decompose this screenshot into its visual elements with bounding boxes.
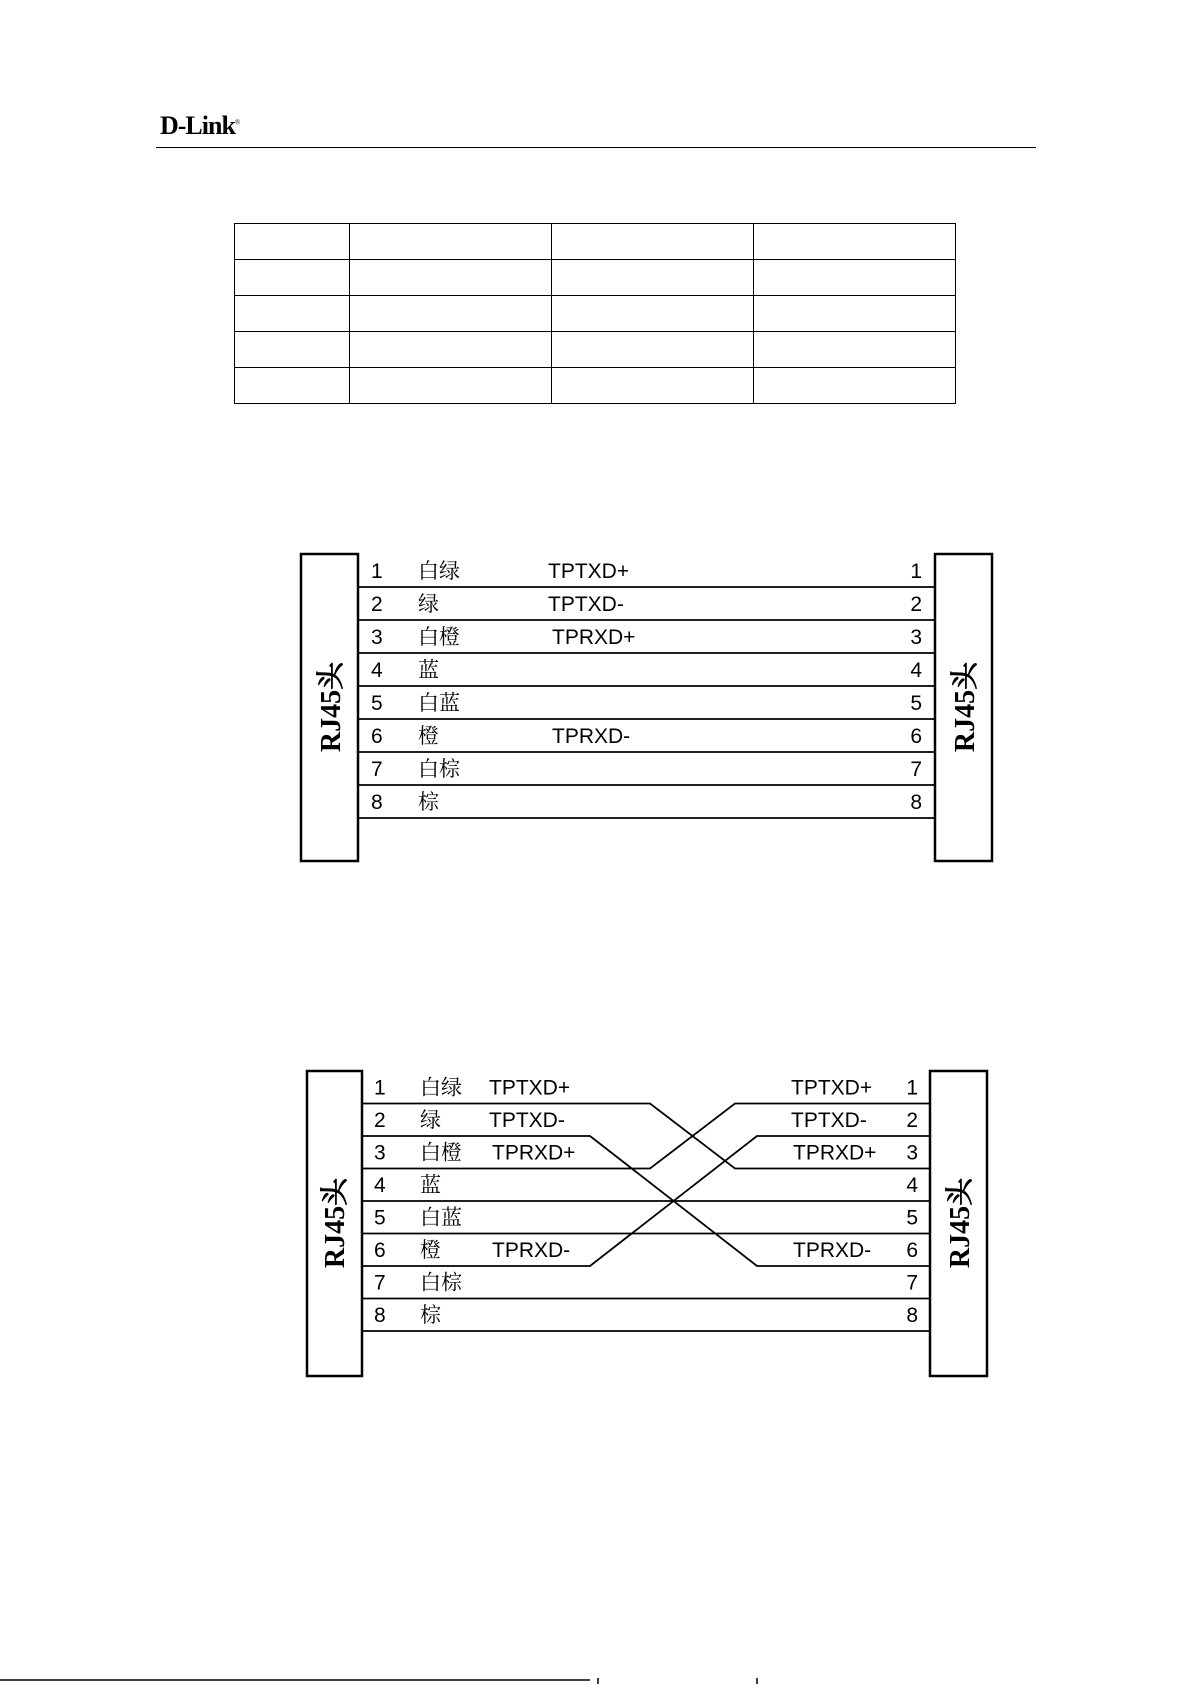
right-pin-number: 7 (906, 1271, 918, 1295)
left-signal-label: TPTXD- (489, 1109, 565, 1132)
left-pin-number: 7 (374, 1271, 386, 1295)
table-cell (552, 332, 754, 368)
wire-color-label: 白绿 (420, 1076, 462, 1100)
wire-color-label: 白绿 (418, 560, 460, 583)
right-pin-number: 1 (910, 560, 922, 583)
left-signal-label: TPRXD- (492, 1239, 571, 1262)
table-cell (552, 368, 754, 404)
table-cell (552, 260, 754, 296)
left-pin-number: 6 (374, 1239, 386, 1262)
right-pin-number: 5 (910, 692, 922, 715)
table-cell (552, 224, 754, 260)
left-connector-label: RJ45头 (316, 661, 347, 753)
wire-color-label: 蓝 (420, 1174, 441, 1197)
table-row (235, 224, 956, 260)
right-pin-number: 6 (906, 1239, 918, 1262)
table-row (235, 332, 956, 368)
right-pin-number: 6 (910, 725, 922, 748)
table-row (235, 368, 956, 404)
right-pin-number: 8 (910, 791, 922, 814)
table-cell (350, 296, 552, 332)
left-pin-number: 8 (374, 1304, 386, 1327)
crossover-cable-diagram (0, 1067, 1191, 1387)
logo-registered-mark: ® (234, 118, 241, 127)
wire-color-label: 蓝 (418, 659, 439, 682)
right-pin-number: 4 (906, 1174, 918, 1197)
header-rule (156, 147, 1036, 148)
wire-color-label: 绿 (418, 593, 439, 616)
right-pin-number: 8 (906, 1304, 918, 1327)
empty-table (234, 223, 956, 404)
right-pin-number: 7 (910, 758, 922, 781)
table-cell (754, 260, 956, 296)
left-signal-label: TPTXD+ (489, 1076, 571, 1100)
table-row (235, 296, 956, 332)
table-cell (754, 332, 956, 368)
signal-label: TPRXD+ (552, 626, 636, 649)
table-cell (754, 224, 956, 260)
logo-text: D-Link (160, 111, 235, 140)
table-cell (350, 368, 552, 404)
straight-cable-diagram (0, 548, 1191, 868)
wire-color-label: 白橙 (420, 1141, 462, 1165)
left-pin-number: 7 (371, 758, 383, 781)
right-pin-number: 2 (906, 1109, 918, 1132)
signal-label: TPTXD+ (548, 560, 630, 583)
right-pin-number: 1 (906, 1076, 918, 1100)
right-pin-number: 2 (910, 593, 922, 616)
left-pin-number: 1 (371, 560, 383, 583)
left-pin-number: 8 (371, 791, 383, 814)
wire-color-label: 白棕 (418, 758, 460, 781)
left-pin-number: 5 (374, 1206, 386, 1230)
right-pin-number: 5 (906, 1206, 918, 1230)
left-pin-number: 2 (374, 1109, 386, 1132)
table-cell (235, 224, 350, 260)
right-connector-label: RJ45头 (945, 1177, 976, 1269)
left-signal-label: TPRXD+ (492, 1141, 576, 1165)
wire-color-label: 棕 (418, 791, 439, 814)
left-connector-label: RJ45头 (320, 1177, 351, 1269)
wire-color-label: 白蓝 (418, 692, 460, 715)
dlink-logo (160, 113, 240, 139)
signal-label: TPTXD- (548, 593, 624, 616)
right-pin-number: 3 (910, 626, 922, 649)
table-cell (350, 332, 552, 368)
table-cell (235, 260, 350, 296)
table-cell (350, 224, 552, 260)
right-pin-number: 3 (906, 1141, 918, 1165)
table-cell (754, 368, 956, 404)
right-signal-label: TPTXD+ (791, 1076, 873, 1100)
wire-color-label: 白橙 (418, 626, 460, 649)
table-cell (235, 332, 350, 368)
left-pin-number: 3 (371, 626, 383, 649)
right-signal-label: TPTXD- (791, 1109, 867, 1132)
wire-color-label: 白蓝 (420, 1206, 462, 1230)
left-pin-number: 3 (374, 1141, 386, 1165)
wire-color-label: 棕 (420, 1304, 441, 1327)
wire-color-label: 白棕 (420, 1271, 462, 1295)
table-cell (235, 296, 350, 332)
table-cell (235, 368, 350, 404)
left-pin-number: 4 (371, 659, 383, 682)
table-cell (754, 296, 956, 332)
signal-label: TPRXD- (552, 725, 631, 748)
wire-color-label: 橙 (420, 1239, 441, 1262)
wire-color-label: 橙 (418, 725, 439, 748)
table-row (235, 260, 956, 296)
left-pin-number: 2 (371, 593, 383, 616)
left-pin-number: 1 (374, 1076, 386, 1100)
right-signal-label: TPRXD- (793, 1239, 872, 1262)
right-pin-number: 4 (910, 659, 922, 682)
wire-color-label: 绿 (420, 1109, 441, 1132)
left-pin-number: 4 (374, 1174, 386, 1197)
right-signal-label: TPRXD+ (793, 1141, 877, 1165)
table-cell (552, 296, 754, 332)
right-connector-label: RJ45头 (950, 661, 981, 753)
left-pin-number: 6 (371, 725, 383, 748)
footer-rule (0, 1678, 1191, 1685)
table-cell (350, 260, 552, 296)
left-pin-number: 5 (371, 692, 383, 715)
